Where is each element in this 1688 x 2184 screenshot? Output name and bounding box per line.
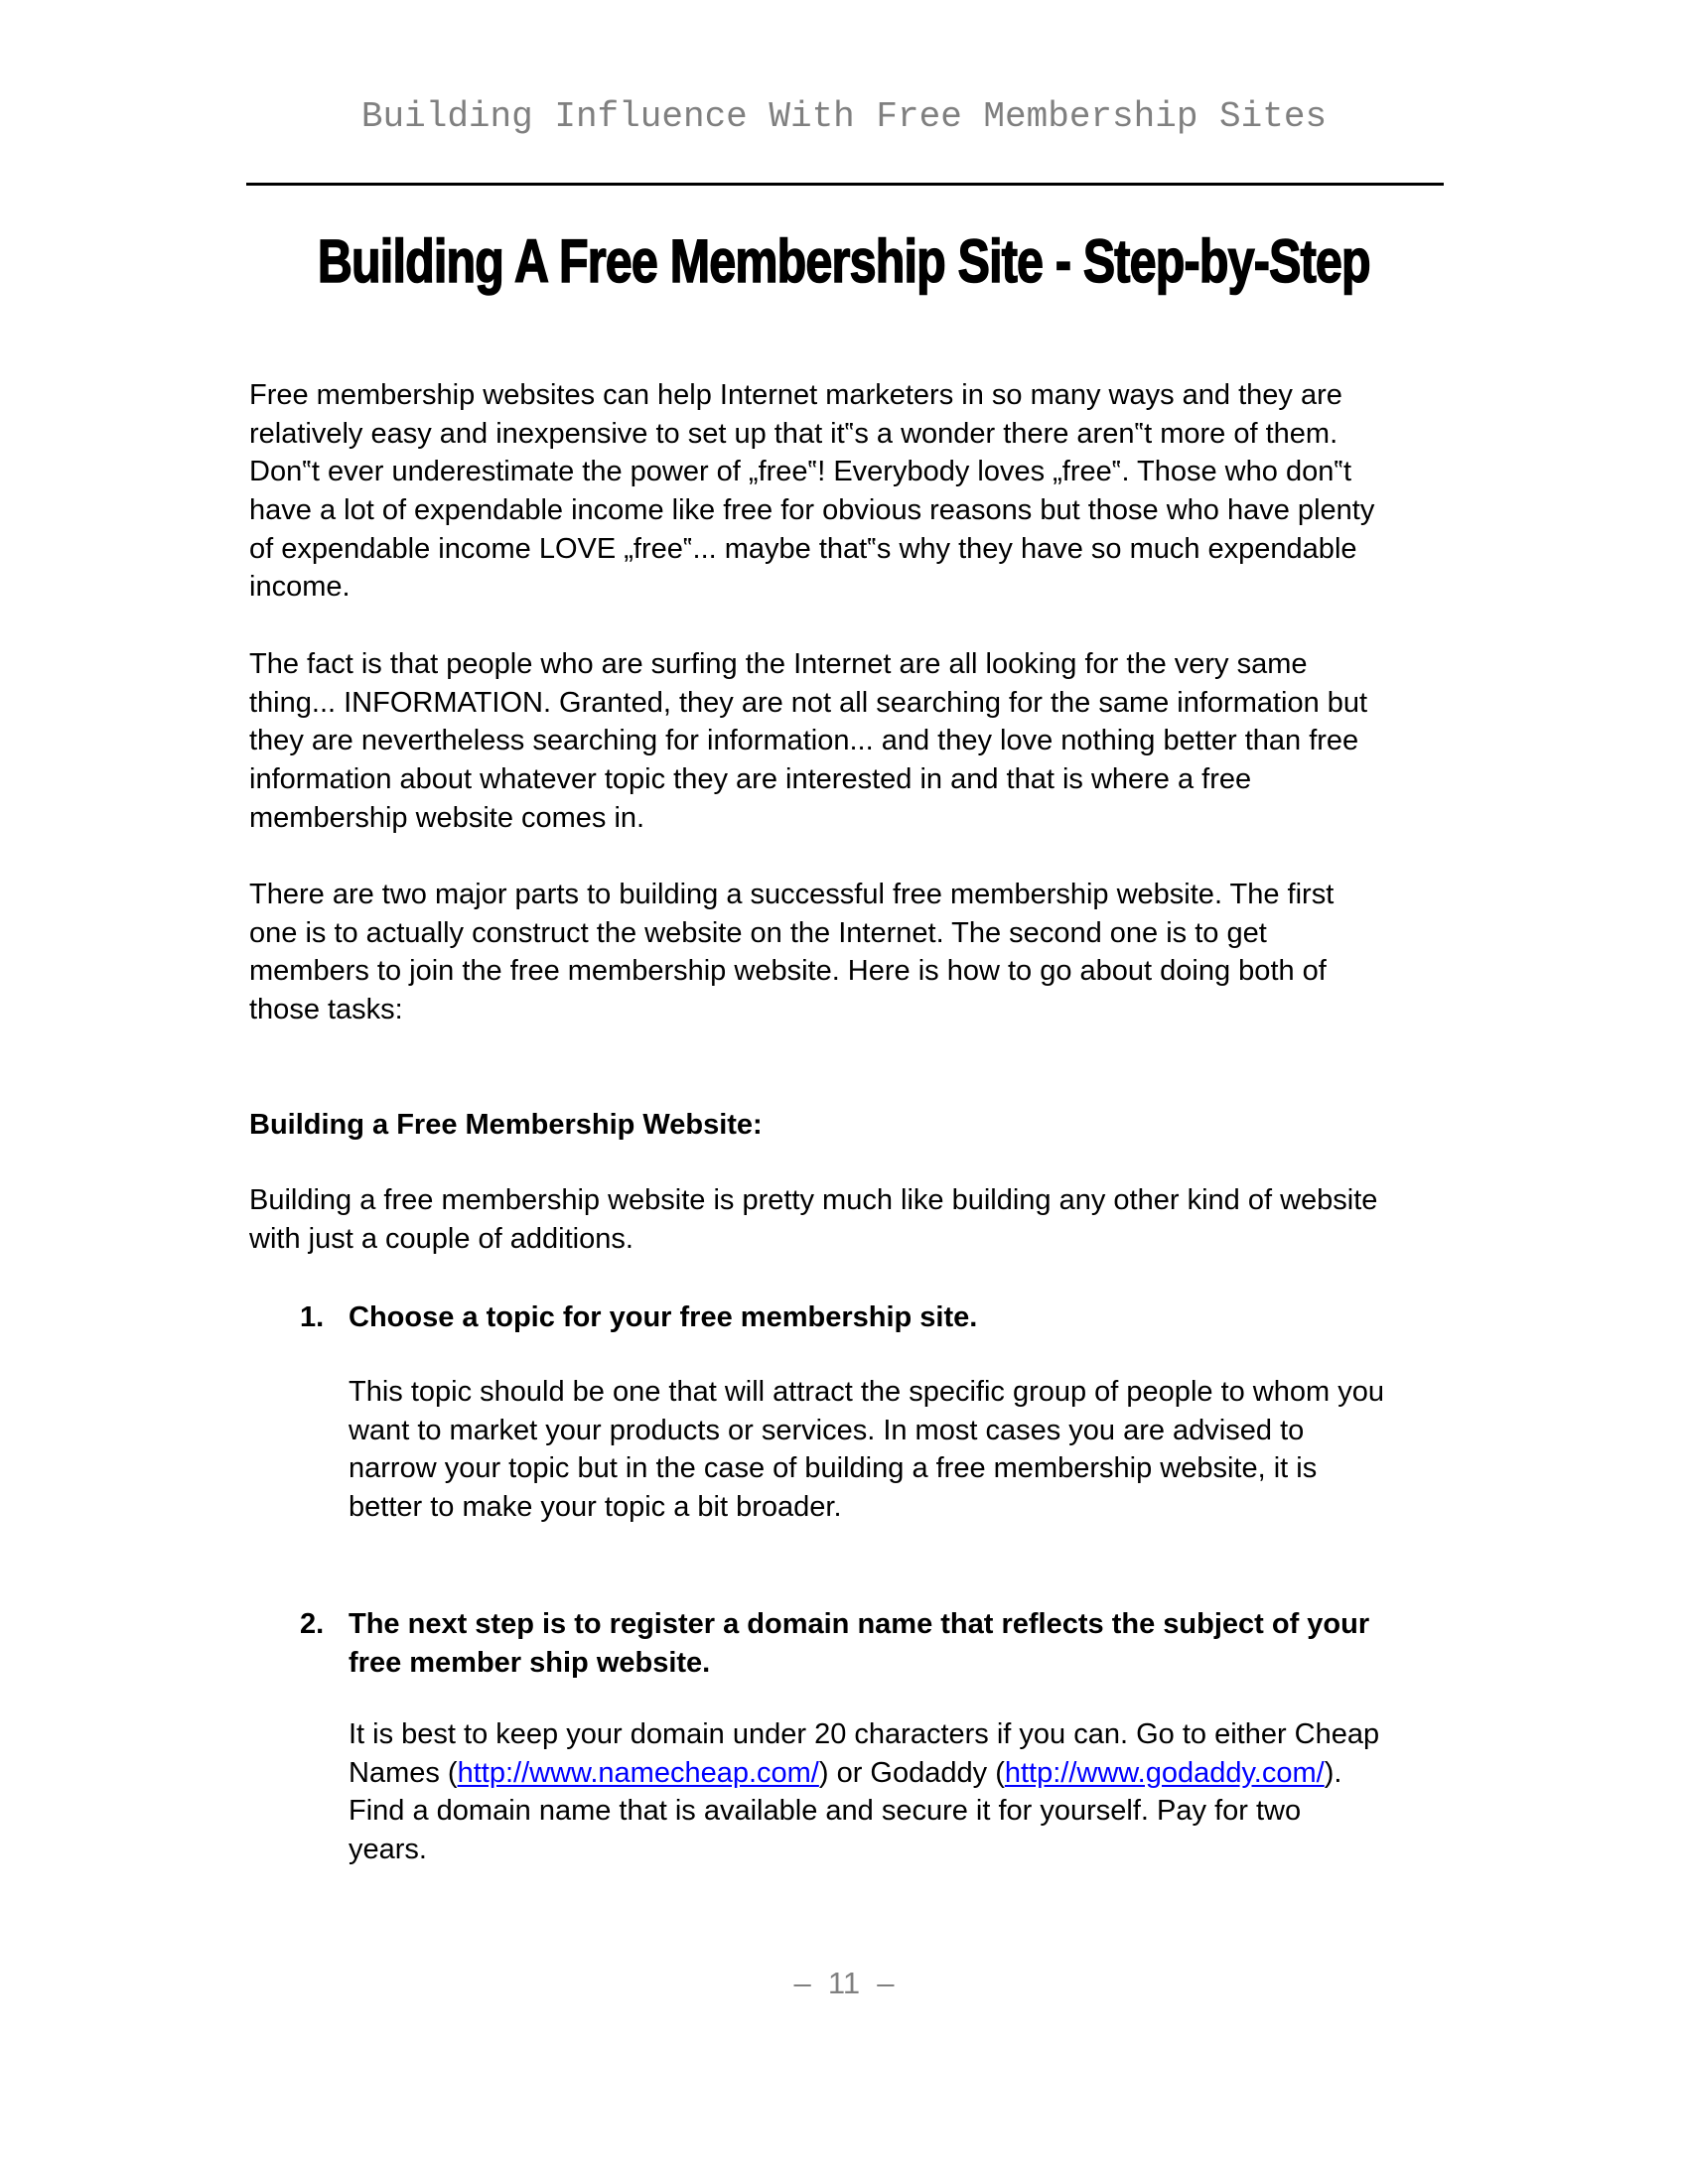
step-1-number: 1. <box>300 1301 325 1333</box>
page-title: Building A Free Membership Site - Step-by-Step <box>318 227 1370 295</box>
header-rule <box>246 183 1444 186</box>
text-line-with-links <box>349 1754 1500 1793</box>
text-line: with just a couple of additions. <box>249 1222 633 1255</box>
text-line: they are nevertheless searching for information... and they love nothing better than free <box>249 725 1359 757</box>
text-line: members to join the free membership website. Here is how to go about doing both of <box>249 955 1327 988</box>
text-line: The fact is that people who are surfing the Internet are all looking for the very same <box>249 648 1308 680</box>
text-line: membership website comes in. <box>249 801 645 834</box>
text-line: This topic should be one that will attract the specific group of people to whom you <box>349 1376 1384 1408</box>
text-line: income. <box>249 571 351 604</box>
step-2-title <box>349 1605 1500 1682</box>
section-heading <box>249 1106 1500 1145</box>
text-line: of expendable income LOVE „free‟... maybe that‟s why they have so much expendable <box>249 532 1357 565</box>
text-line: Building a free membership website is pretty much like building any other kind of website <box>249 1184 1378 1216</box>
text-line: information about whatever topic they are interested in and that is where a free <box>249 763 1252 796</box>
intro-paragraph-2 <box>249 645 1500 837</box>
text-line: one is to actually construct the website on the Internet. The second one is to get <box>249 916 1267 949</box>
text-line: The next step is to register a domain name that reflects the subject of your <box>349 1608 1370 1640</box>
intro-paragraph-1 <box>249 376 1500 607</box>
text-line: Free membership websites can help Internet marketers in so many ways and they are <box>249 379 1342 411</box>
text-line: relatively easy and inexpensive to set up that it‟s a wonder there aren‟t more of them. <box>249 417 1338 450</box>
text-line: years. <box>349 1834 427 1866</box>
step-2-number: 2. <box>300 1608 325 1640</box>
text-line: narrow your topic but in the case of building a free membership website, it is <box>349 1452 1318 1485</box>
text-line: better to make your topic a bit broader. <box>349 1491 842 1524</box>
text-fragment: ). <box>1324 1756 1342 1789</box>
text-fragment: ) or Godaddy ( <box>818 1756 1005 1789</box>
text-line: Don‟t ever underestimate the power of „free‟! Everybody loves „free‟. Those who don‟t <box>249 456 1352 488</box>
namecheap-link[interactable]: http://www.namecheap.com/ <box>457 1756 819 1789</box>
section-heading-text: Building a Free Membership Website: <box>249 1109 763 1141</box>
text-line: those tasks: <box>249 994 403 1026</box>
text-line: thing... INFORMATION. Granted, they are not all searching for the same information but <box>249 686 1368 719</box>
text-line: It is best to keep your domain under 20 characters if you can. Go to either Cheap <box>349 1718 1380 1750</box>
text-line: want to market your products or services. In most cases you are advised to <box>349 1414 1305 1446</box>
text-line: Find a domain name that is available and secure it for yourself. Pay for two <box>349 1795 1302 1828</box>
text-line: Choose a topic for your free membership site. <box>349 1301 978 1333</box>
step-2-body <box>349 1715 1500 1869</box>
step-1-body <box>349 1373 1500 1527</box>
running-header: Building Influence With Free Membership Sites <box>360 96 1328 137</box>
godaddy-link[interactable]: http://www.godaddy.com/ <box>1004 1756 1325 1789</box>
intro-paragraph-3 <box>249 876 1500 1029</box>
text-line: free member ship website. <box>349 1646 711 1679</box>
section-intro <box>249 1181 1500 1258</box>
text-line: have a lot of expendable income like free for obvious reasons but those who have plenty <box>249 494 1375 527</box>
title-container <box>0 226 1688 296</box>
page-number: – 11 – <box>793 1966 895 2000</box>
text-line: There are two major parts to building a successful free membership website. The first <box>249 879 1335 910</box>
step-1-title <box>349 1298 1500 1337</box>
text-fragment: Names ( <box>349 1756 458 1789</box>
